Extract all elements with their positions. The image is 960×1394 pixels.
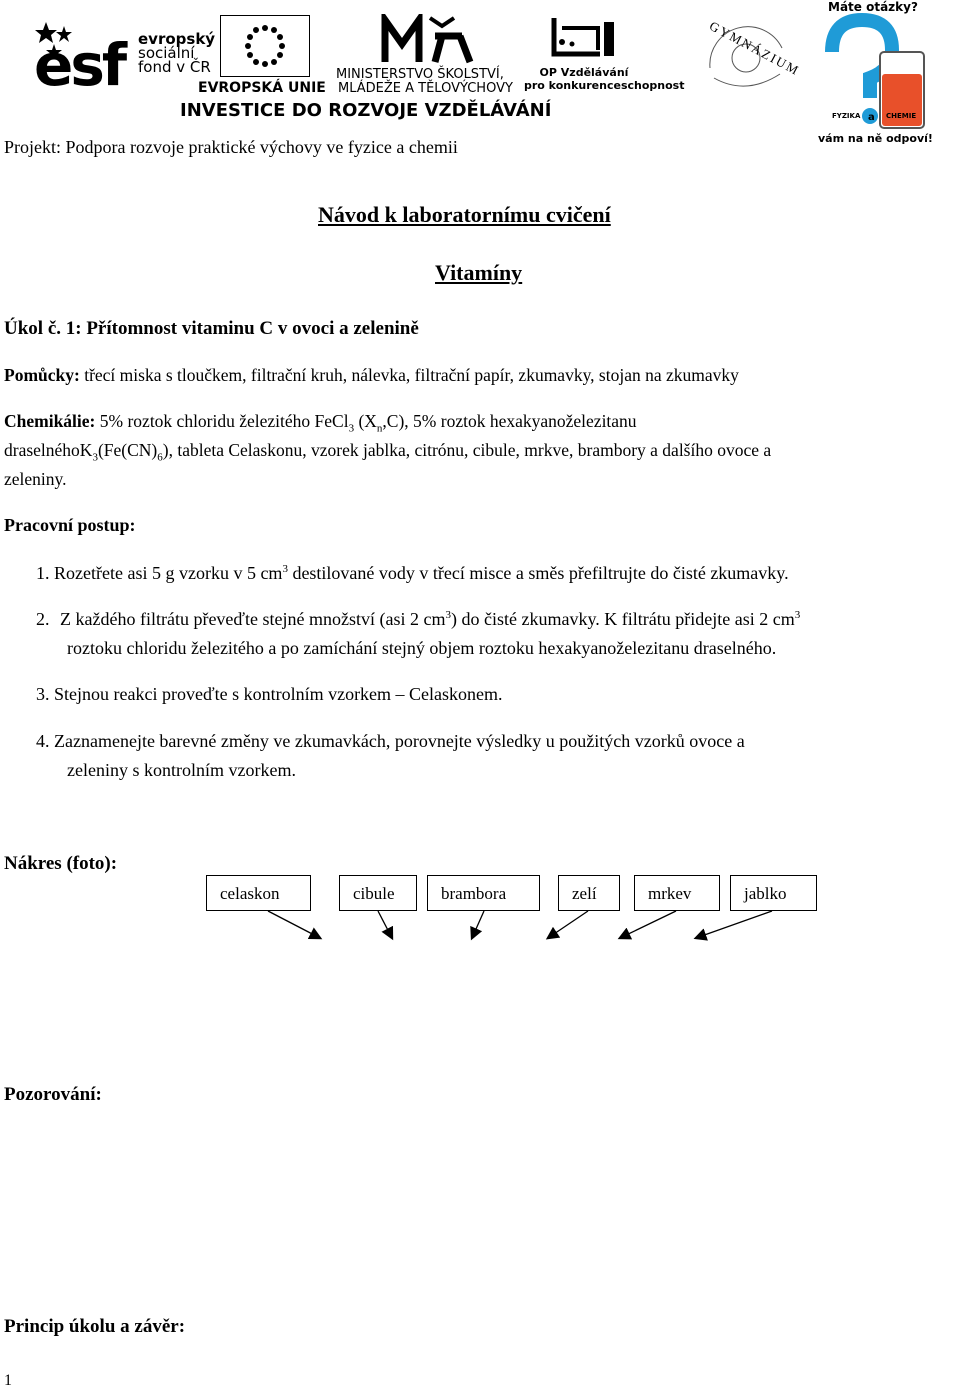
sample-box-mrkev: mrkev xyxy=(634,875,720,911)
esf-text-line: sociální xyxy=(138,44,195,62)
chemikalie-text: (X xyxy=(354,411,377,431)
sample-box-brambora: brambora xyxy=(427,875,540,911)
subscript: 3 xyxy=(348,422,355,435)
chemikalie-label: Chemikálie: xyxy=(4,411,96,431)
pomucky-text: třecí miska s tloučkem, filtrační kruh, nálevka, filtrační papír, zkumavky, stojan na zkumavky xyxy=(79,365,739,385)
op-line: pro konkurenceschopnost xyxy=(524,79,685,92)
step-number: 3. xyxy=(36,684,50,704)
subscript: 3 xyxy=(92,451,98,464)
document-subtitle: Vitamíny xyxy=(435,260,523,285)
task-heading: Úkol č. 1: Přítomnost vitaminu C v ovoci a zelenině xyxy=(4,318,419,339)
step-number: 4. xyxy=(36,731,50,751)
arrow-cibule xyxy=(378,911,392,938)
arrow-celaskon xyxy=(268,911,320,938)
document-title: Návod k laboratornímu cvičení xyxy=(318,202,611,227)
chemie-label: CHEMIE xyxy=(886,112,917,120)
step-2-line-2: roztoku chloridu železitého a po zamíchání stejný objem roztoku hexakyanoželezitanu draselného. xyxy=(67,638,777,658)
arrow-mrkev xyxy=(620,911,676,938)
step-number: 2. xyxy=(36,609,50,629)
msmt-line: MLÁDEŽE A TĚLOVÝCHOVY xyxy=(338,81,513,96)
nakres-label: Nákres (foto): xyxy=(4,853,118,874)
postup-label: Pracovní postup: xyxy=(4,515,136,535)
esf-letters: esf xyxy=(34,31,125,99)
subscript: n xyxy=(376,422,383,435)
chemikalie-line-3: zeleniny. xyxy=(4,469,67,489)
chemikalie-text: ,C), 5% roztok hexakyanoželezitanu xyxy=(382,411,637,431)
princip-label: Princip úkolu a závěr: xyxy=(4,1316,186,1337)
sample-box-cibule: cibule xyxy=(339,875,417,911)
sample-box-zeli: zelí xyxy=(558,875,620,911)
msmt-line: MINISTERSTVO ŠKOLSTVÍ, xyxy=(336,67,504,82)
a-label: a xyxy=(868,112,875,123)
arrow-jablko xyxy=(696,911,772,938)
pozorovani-label: Pozorování: xyxy=(4,1084,102,1105)
chemikalie-text: 5% roztok chloridu železitého FeCl xyxy=(95,411,349,431)
step-text: Stejnou reakci proveďte s kontrolním vzorkem – Celaskonem. xyxy=(54,684,503,704)
step-text: destilované vody v třecí misce a směs přefiltrujte do čisté zkumavky. xyxy=(287,563,789,583)
step-text: Z každého filtrátu převeďte stejné množství (asi 2 cm xyxy=(60,609,446,629)
eu-label: EVROPSKÁ UNIE xyxy=(198,80,326,96)
page-number: 1 xyxy=(4,1372,12,1389)
chemikalie-text: (Fe(CN) xyxy=(97,440,158,460)
arrow-brambora xyxy=(472,911,484,938)
esf-text-line: evropský xyxy=(138,30,216,48)
step-text: Rozetřete asi 5 g vzorku v 5 cm xyxy=(54,563,283,583)
sample-box-jablko: jablko xyxy=(730,875,817,911)
subscript: 6 xyxy=(157,451,163,464)
step-text: Zaznamenejte barevné změny ve zkumavkách, porovnejte výsledky u použitých vzorků ovoce a xyxy=(54,731,745,751)
investice-text: INVESTICE DO ROZVOJE VZDĚLÁVÁNÍ xyxy=(180,100,552,121)
superscript: 3 xyxy=(794,609,801,621)
superscript: 3 xyxy=(282,563,288,575)
project-line: Projekt: Podpora rozvoje praktické výchovy ve fyzice a chemii xyxy=(4,137,458,157)
esf-text-line: fond v ČR xyxy=(138,58,211,76)
step-text: ) do čisté zkumavky. K filtrátu přidejte asi 2 cm xyxy=(451,609,795,629)
step-4-line-2: zeleniny s kontrolním vzorkem. xyxy=(67,760,296,780)
step-number: 1. xyxy=(36,563,50,583)
op-line: OP Vzdělávání xyxy=(539,66,629,79)
mate-otazky-text: Máte otázky? xyxy=(828,0,918,14)
fyzika-label: FYZIKA xyxy=(832,112,861,120)
pomucky-label: Pomůcky: xyxy=(4,365,80,385)
arrow-zeli xyxy=(548,911,588,938)
vam-odpovi-text: vám na ně odpoví! xyxy=(818,132,933,145)
gymnazium-label: GYMNÁZIUM xyxy=(706,18,803,79)
superscript: 3 xyxy=(445,609,452,621)
chemikalie-text: draselnéhoK xyxy=(4,440,93,460)
sample-box-celaskon: celaskon xyxy=(206,875,311,911)
chemikalie-text: ), tableta Celaskonu, vzorek jablka, citrónu, cibule, mrkve, brambory a dalšího ovoce a xyxy=(162,440,772,460)
